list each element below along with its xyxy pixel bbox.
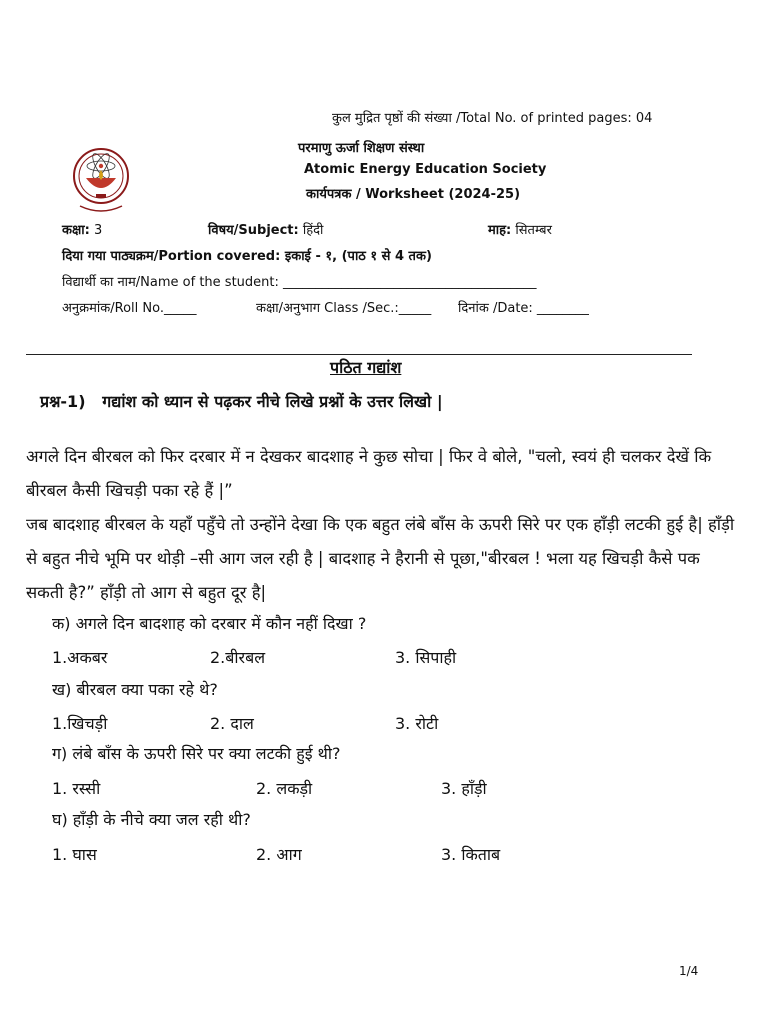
month-field	[488, 220, 552, 238]
option-kha-3: 3. रोटी	[395, 714, 439, 733]
page-number: 1/4	[679, 964, 699, 978]
option-gha-1: 1. घास	[52, 845, 97, 864]
option-ka-1: 1.अकबर	[52, 648, 108, 667]
aees-emblem-logo	[72, 140, 130, 220]
worksheet-title: कार्यपत्रक / Worksheet (2024-25)	[306, 187, 521, 202]
roll-number-field: अनुक्रमांक/Roll No._____	[62, 301, 197, 316]
option-kha-1: 1.खिचड़ी	[52, 714, 108, 733]
section-title: पठित गद्यांश	[330, 358, 402, 377]
option-gha-2: 2. आग	[256, 845, 302, 864]
question-gha: घ) हाँड़ी के नीचे क्या जल रही थी?	[52, 810, 251, 829]
org-name-hindi: परमाणु ऊर्जा शिक्षण संस्था	[298, 141, 425, 156]
option-ga-2: 2. लकड़ी	[256, 779, 313, 798]
subject-field	[208, 220, 323, 238]
class-field	[62, 220, 102, 238]
subject-label: विषय/Subject:	[208, 223, 299, 238]
student-name-field: विद्यार्थी का नाम/Name of the student: _______________________________________	[62, 275, 537, 290]
class-label: कक्षा:	[62, 223, 90, 238]
question-ka: क) अगले दिन बादशाह को दरबार में कौन नहीं दिखा ?	[52, 614, 367, 633]
printed-pages-count: कुल मुद्रित पृष्ठों की संख्या /Total No. of printed pages: 04	[332, 111, 653, 126]
month-label: माह:	[488, 223, 512, 238]
class-section-field: कक्षा/अनुभाग Class /Sec.:_____	[256, 301, 432, 316]
date-field: दिनांक /Date: ________	[458, 301, 589, 316]
horizontal-divider	[26, 354, 692, 355]
option-gha-3: 3. किताब	[441, 845, 501, 864]
month-value: सितम्बर	[511, 223, 552, 238]
question-number: प्रश्न-1)	[40, 392, 86, 411]
option-kha-2: 2. दाल	[210, 714, 254, 733]
subject-value: हिंदी	[298, 223, 324, 238]
portion-covered: दिया गया पाठ्यक्रम/Portion covered: इकाई - १, (पाठ १ से 4 तक)	[62, 249, 432, 264]
passage-paragraph-2: जब बादशाह बीरबल के यहाँ पहुँचे तो उन्होंने देखा कि एक बहुत लंबे बाँस के ऊपरी सिरे पर एक हाँड़ी लटकी हुई है| हाँड़ी से बहुत नीचे भूमि पर थोड़ी –सी आग जल रही है | बादशाह ने हैरानी से पूछा,"बीरबल ! भला यह खिचड़ी कैसे पक सकती है?” हाँड़ी तो आग से बहुत दूर है|	[26, 515, 735, 602]
passage-paragraph-1: अगले दिन बीरबल को फिर दरबार में न देखकर बादशाह ने कुछ सोचा | फिर वे बोले, "चलो, स्वयं ही चलकर देखें कि बीरबल कैसी खिचड़ी पका रहे हैं |”	[26, 447, 712, 500]
question-instruction-text: गद्यांश को ध्यान से पढ़कर नीचे लिखे प्रश्नों के उत्तर लिखो |	[102, 392, 443, 411]
option-ka-2: 2.बीरबल	[210, 648, 266, 667]
question-kha: ख) बीरबल क्या पका रहे थे?	[52, 680, 218, 699]
question-ga: ग) लंबे बाँस के ऊपरी सिरे पर क्या लटकी हुई थी?	[52, 744, 341, 763]
question-1-instruction	[40, 390, 443, 412]
option-ga-1: 1. रस्सी	[52, 779, 101, 798]
option-ga-3: 3. हाँड़ी	[441, 779, 487, 798]
option-ka-3: 3. सिपाही	[395, 648, 457, 667]
class-value: 3	[89, 223, 103, 238]
org-name-english: Atomic Energy Education Society	[304, 162, 547, 177]
